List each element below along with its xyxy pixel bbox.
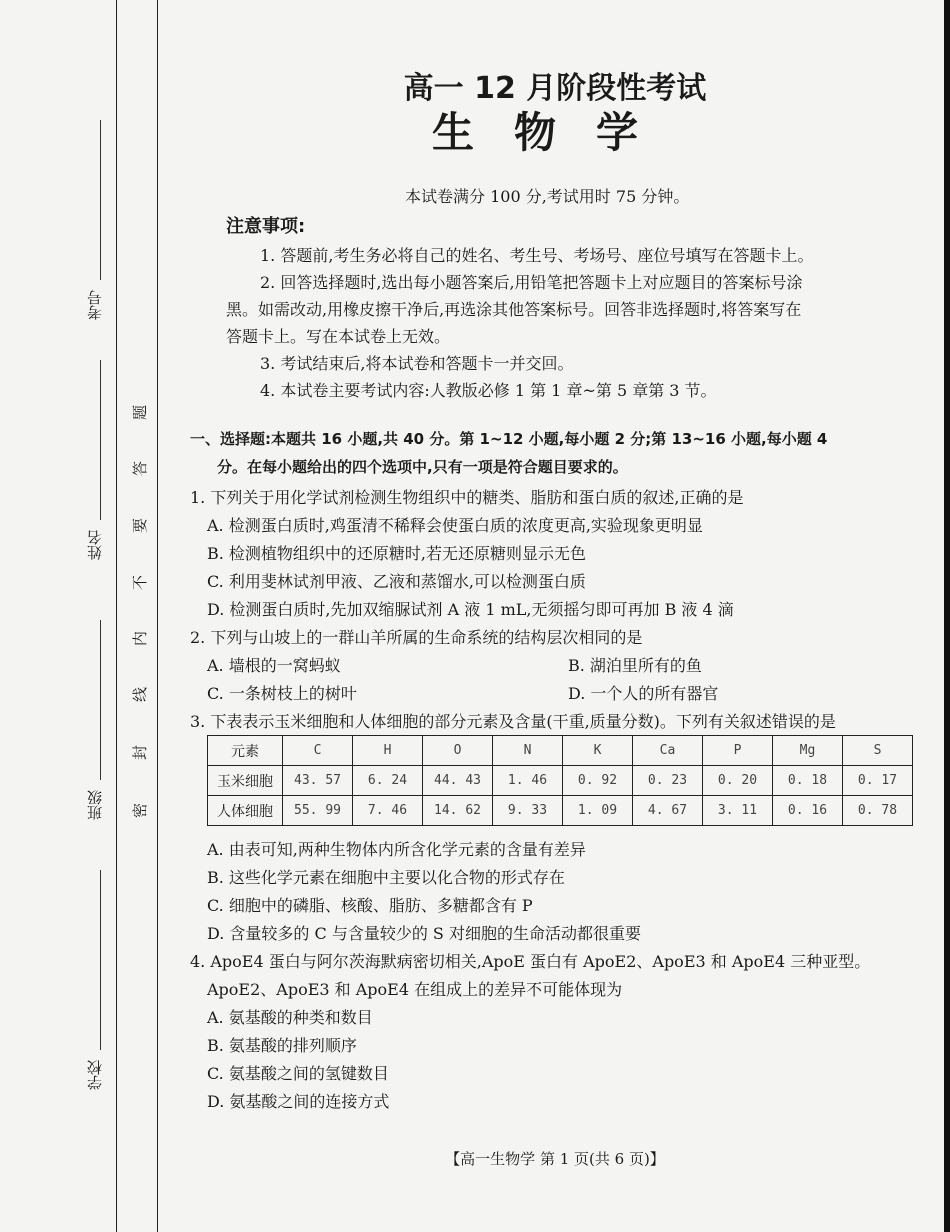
notice-heading: 注意事项: [226,216,306,237]
table-cell: 4. 67 [633,796,703,826]
notice-line: 黑。如需改动,用橡皮擦干净后,再选涂其他答案标号。回答非选择题时,将答案写在 [226,300,802,319]
table-cell: Mg [773,736,843,766]
exam-info: 本试卷满分 100 分,考试用时 75 分钟。 [405,187,690,206]
option-a: A. 氨基酸的种类和数目 [207,1008,373,1027]
table-cell: 1. 46 [493,766,563,796]
element-table [207,735,913,826]
table-cell: 0. 20 [703,766,773,796]
question-stem: 3. 下表表示玉米细胞和人体细胞的部分元素及含量(干重,质量分数)。下列有关叙述错误的是 [190,712,836,731]
binding-line-outer [116,0,117,1232]
table-cell: O [423,736,493,766]
table-cell: H [353,736,423,766]
option-d: D. 检测蛋白质时,先加双缩脲试剂 A 液 1 mL,无须摇匀即可再加 B 液 4 滴 [207,600,734,619]
scan-edge [944,0,950,1232]
option-c: C. 利用斐林试剂甲液、乙液和蒸馏水,可以检测蛋白质 [207,572,586,591]
table-cell: 43. 57 [283,766,353,796]
binding-line-inner [157,0,158,1232]
option-d: D. 一个人的所有器官 [568,684,719,703]
name-label: 姓名 [86,530,104,560]
seal-char: 不 [131,574,150,591]
option-b: B. 湖泊里所有的鱼 [568,656,702,675]
table-row [208,766,913,796]
option-c: C. 氨基酸之间的氢键数目 [207,1064,389,1083]
notice-line: 2. 回答选择题时,选出每小题答案后,用铅笔把答题卡上对应题目的答案标号涂 [260,273,803,292]
seal-char: 要 [131,517,150,534]
subject-title: 生物学 [431,108,678,157]
table-cell: 0. 23 [633,766,703,796]
seal-char: 题 [131,404,150,421]
notice-line: 4. 本试卷主要考试内容:人教版必修 1 第 1 章~第 5 章第 3 节。 [260,381,717,400]
table-cell: 0. 17 [843,766,913,796]
seal-char: 密 [131,802,150,819]
seal-char: 答 [131,460,150,477]
table-cell: 3. 11 [703,796,773,826]
table-cell: 44. 43 [423,766,493,796]
option-b: B. 检测植物组织中的还原糖时,若无还原糖则显示无色 [207,544,587,563]
table-cell: 人体细胞 [208,796,283,826]
table-cell: 元素 [208,736,283,766]
class-blank [100,620,101,780]
option-c: C. 细胞中的磷脂、核酸、脂肪、多糖都含有 P [207,896,533,915]
question-stem: 2. 下列与山坡上的一群山羊所属的生命系统的结构层次相同的是 [190,628,643,647]
name-blank [100,360,101,520]
table-cell: 7. 46 [353,796,423,826]
table-cell: 玉米细胞 [208,766,283,796]
notice-line: 答题卡上。写在本试卷上无效。 [226,327,451,346]
table-cell: 14. 62 [423,796,493,826]
table-cell: 0. 18 [773,766,843,796]
section-instruction: 分。在每小题给出的四个选项中,只有一项是符合题目要求的。 [217,458,628,476]
seal-char: 封 [131,744,150,761]
exam-no-label: 考号 [86,290,104,320]
exam-title: 高一 12 月阶段性考试 [403,71,707,106]
section-instruction: 一、选择题:本题共 16 小题,共 40 分。第 1~12 小题,每小题 2 分;第 13~16 小题,每小题 4 [190,430,828,448]
option-c: C. 一条树枝上的树叶 [207,684,357,703]
question-stem: 4. ApoE4 蛋白与阿尔茨海默病密切相关,ApoE 蛋白有 ApoE2、ApoE3 和 ApoE4 三种亚型。 [190,952,871,971]
question-stem: 1. 下列关于用化学试剂检测生物组织中的糖类、脂肪和蛋白质的叙述,正确的是 [190,488,744,507]
option-a: A. 墙根的一窝蚂蚁 [207,656,341,675]
school-label: 学校 [86,1060,104,1090]
table-cell: P [703,736,773,766]
question-stem: ApoE2、ApoE3 和 ApoE4 在组成上的差异不可能体现为 [207,980,623,999]
table-cell: S [843,736,913,766]
table-cell: K [563,736,633,766]
seal-char: 线 [131,686,150,703]
table-cell: Ca [633,736,703,766]
table-cell: N [493,736,563,766]
table-cell: 6. 24 [353,766,423,796]
option-a: A. 检测蛋白质时,鸡蛋清不稀释会使蛋白质的浓度更高,实验现象更明显 [207,516,703,535]
table-row [208,796,913,826]
notice-line: 3. 考试结束后,将本试卷和答题卡一并交回。 [260,354,574,373]
table-cell: 55. 99 [283,796,353,826]
notice-line: 1. 答题前,考生务必将自己的姓名、考生号、考场号、座位号填写在答题卡上。 [260,246,814,265]
table-cell: 1. 09 [563,796,633,826]
seal-char: 内 [131,630,150,647]
class-label: 班级 [86,790,104,820]
option-d: D. 含量较多的 C 与含量较少的 S 对细胞的生命活动都很重要 [207,924,641,943]
school-blank [100,870,101,1050]
option-b: B. 这些化学元素在细胞中主要以化合物的形式存在 [207,868,565,887]
table-cell: 0. 16 [773,796,843,826]
option-d: D. 氨基酸之间的连接方式 [207,1092,390,1111]
page-footer: 【高一生物学 第 1 页(共 6 页)】 [445,1150,665,1168]
option-b: B. 氨基酸的排列顺序 [207,1036,357,1055]
table-cell: 0. 78 [843,796,913,826]
table-cell: 9. 33 [493,796,563,826]
table-cell: 0. 92 [563,766,633,796]
table-cell: C [283,736,353,766]
option-a: A. 由表可知,两种生物体内所含化学元素的含量有差异 [207,840,586,859]
table-header-row [208,736,913,766]
